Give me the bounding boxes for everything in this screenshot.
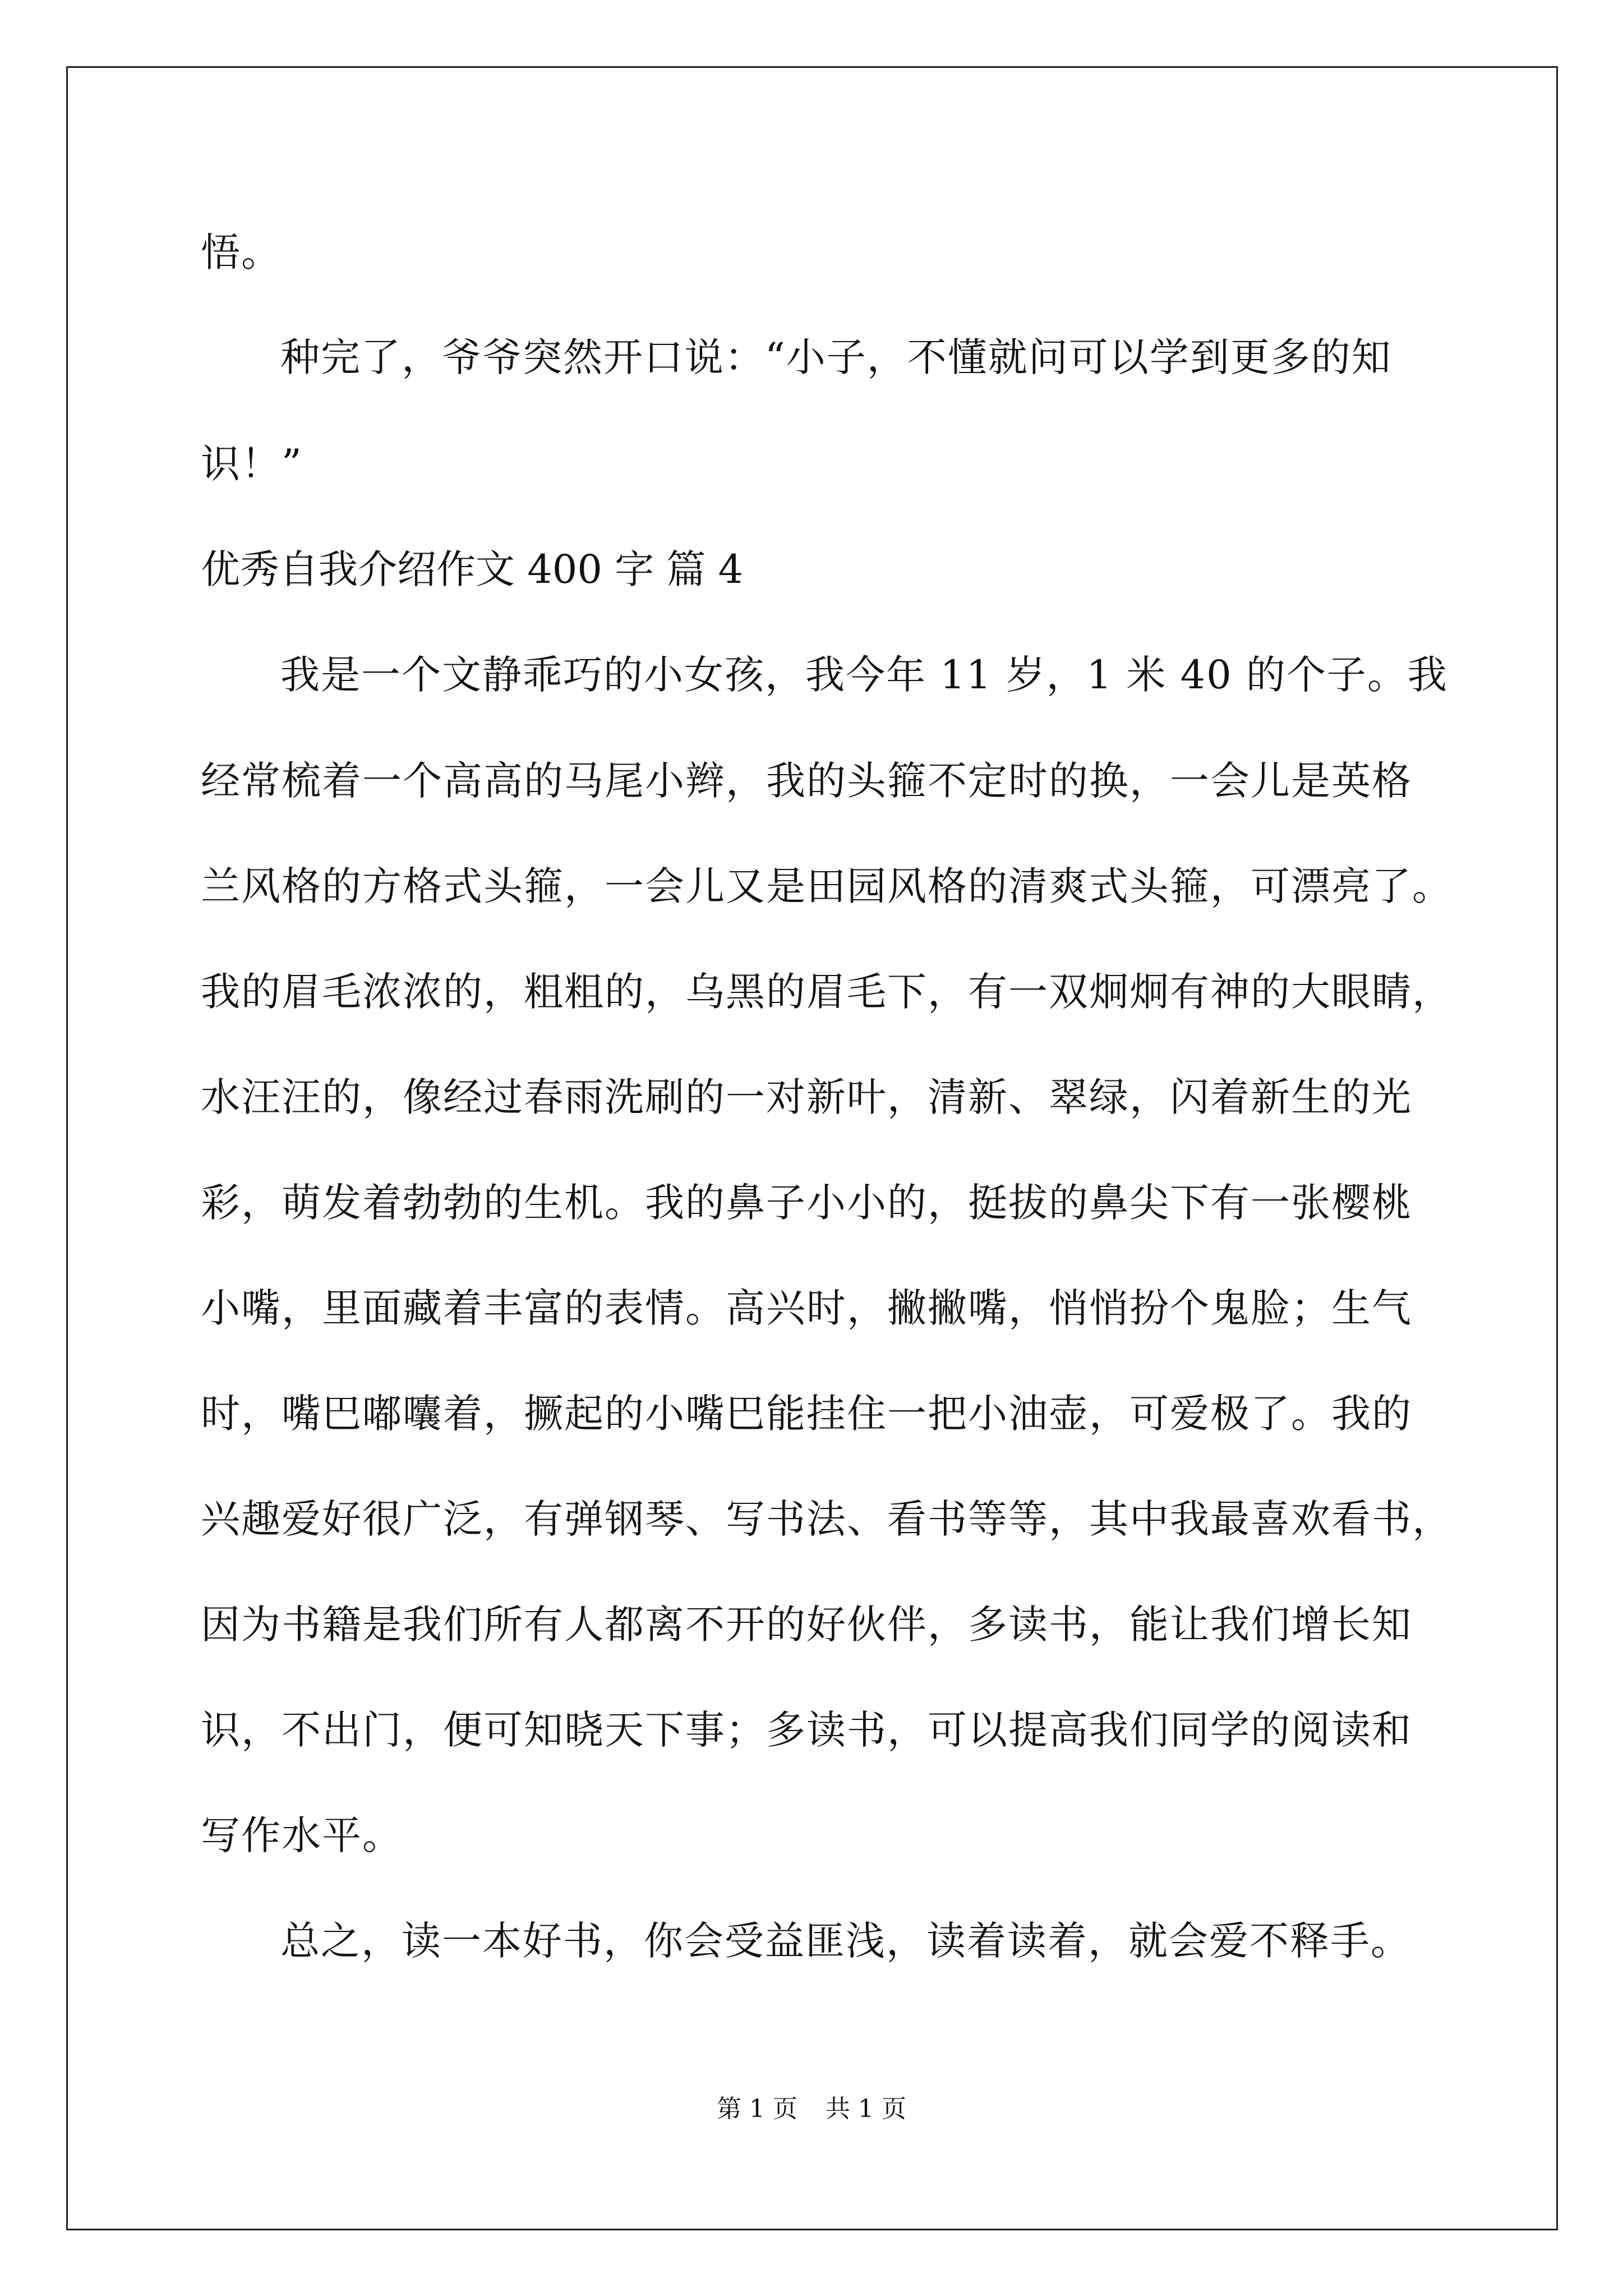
text-line: 悟。 bbox=[201, 229, 282, 275]
text-line: 经常梳着一个高高的马尾小辫，我的头箍不定时的换，一会儿是英格 bbox=[201, 758, 1412, 804]
text-line: 我是一个文静乖巧的小女孩，我今年 11 岁，1 米 40 的个子。我 bbox=[280, 652, 1448, 698]
text-line: 我的眉毛浓浓的，粗粗的，乌黑的眉毛下，有一双炯炯有神的大眼睛， bbox=[201, 969, 1453, 1015]
text-line: 小嘴，里面藏着丰富的表情。高兴时，撇撇嘴，悄悄扮个鬼脸；生气 bbox=[201, 1285, 1412, 1331]
text-line: 兴趣爱好很广泛，有弹钢琴、写书法、看书等等，其中我最喜欢看书， bbox=[201, 1496, 1453, 1542]
page-total: 共 1 页 bbox=[826, 2095, 906, 2123]
text-line: 水汪汪的，像经过春雨洗刷的一对新叶，清新、翠绿，闪着新生的光 bbox=[201, 1074, 1412, 1120]
text-line: 兰风格的方格式头箍，一会儿又是田园风格的清爽式头箍，可漂亮了。 bbox=[201, 863, 1453, 909]
page-border bbox=[66, 66, 1558, 2230]
page-number: 第 1 页 bbox=[717, 2095, 797, 2123]
text-line: 识！” bbox=[201, 441, 303, 487]
text-line: 写作水平。 bbox=[201, 1812, 403, 1858]
text-line: 识，不出门，便可知晓天下事；多读书，可以提高我们同学的阅读和 bbox=[201, 1707, 1412, 1753]
text-line: 因为书籍是我们所有人都离不开的好伙伴，多读书，能让我们增长知 bbox=[201, 1602, 1412, 1648]
page-footer bbox=[0, 2092, 1623, 2126]
text-line: 总之，读一本好书，你会受益匪浅，读着读着，就会爱不释手。 bbox=[280, 1918, 1411, 1964]
section-heading: 优秀自我介绍作文 400 字 篇 4 bbox=[201, 546, 744, 592]
text-line: 种完了，爷爷突然开口说：“小子，不懂就问可以学到更多的知 bbox=[280, 334, 1392, 380]
text-line: 彩，萌发着勃勃的生机。我的鼻子小小的，挺拔的鼻尖下有一张樱桃 bbox=[201, 1180, 1412, 1226]
text-line: 时，嘴巴嘟囔着，撅起的小嘴巴能挂住一把小油壶，可爱极了。我的 bbox=[201, 1391, 1412, 1437]
